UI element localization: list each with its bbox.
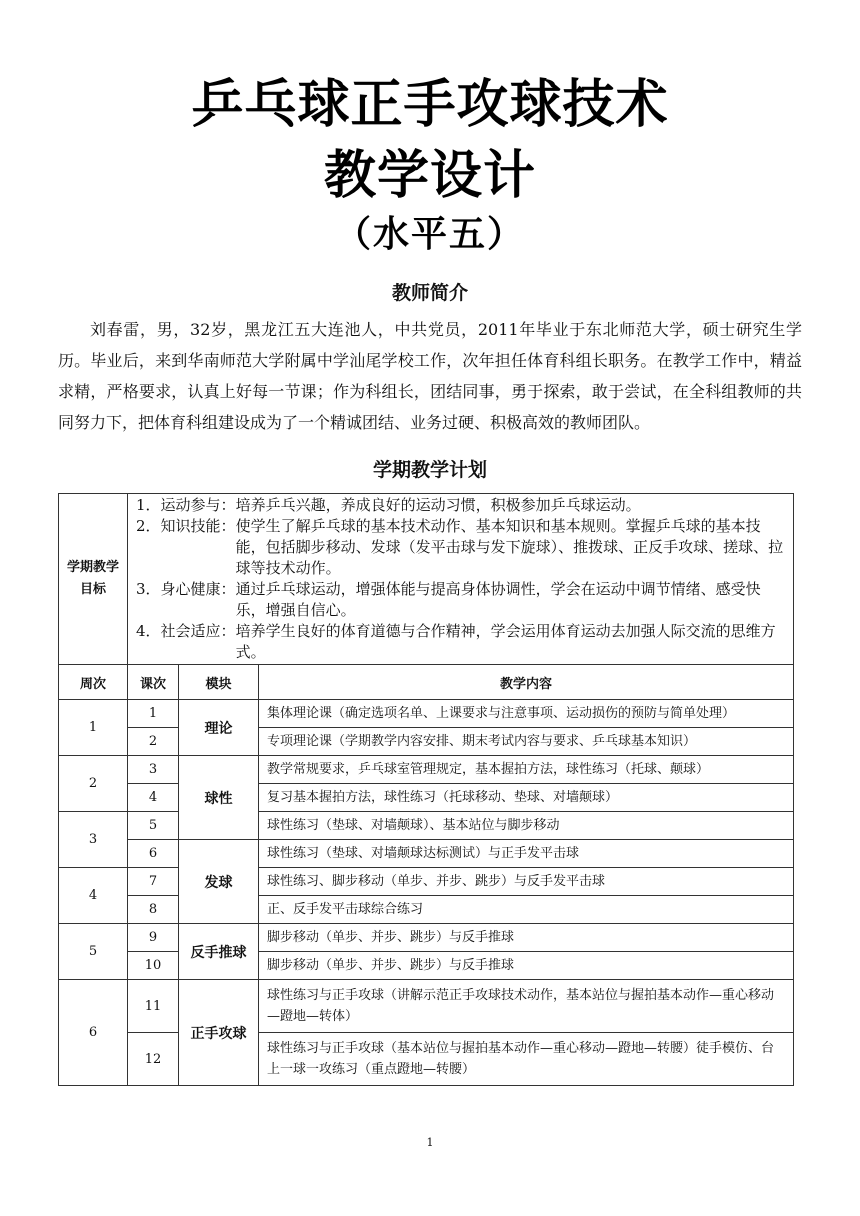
intro-heading: 教师简介 bbox=[391, 282, 468, 304]
lesson-content: 正、反手发平击球综合练习 bbox=[259, 896, 794, 924]
goal-label-text: 运动参与： bbox=[160, 496, 236, 514]
col-header-week: 周次 bbox=[59, 665, 128, 700]
lesson-no: 1 bbox=[128, 700, 179, 728]
goal-item bbox=[136, 579, 787, 621]
goal-text: 培养学生良好的体育道德与合作精神，学会运用体育运动去加强人际交流的思维方式。 bbox=[235, 622, 776, 661]
doc-title-line2: 教学设计 bbox=[323, 146, 536, 206]
goal-item bbox=[136, 495, 787, 516]
lesson-no: 4 bbox=[128, 784, 179, 812]
table-row bbox=[59, 812, 794, 840]
goal-label: 学期教学目标 bbox=[59, 494, 128, 665]
goal-label-text: 社会适应： bbox=[160, 622, 236, 640]
goal-num: 2． bbox=[136, 517, 161, 535]
goals-row bbox=[59, 494, 794, 665]
goal-num: 4． bbox=[136, 622, 161, 640]
module-cell: 发球 bbox=[179, 840, 259, 924]
table-row bbox=[59, 840, 794, 868]
table-row bbox=[59, 896, 794, 924]
lesson-content: 球性练习与正手攻球（基本站位与握拍基本动作—重心移动—蹬地—转腰）徒手模仿、台上一球一攻练习（重点蹬地—转腰） bbox=[259, 1033, 794, 1086]
semester-plan-table bbox=[58, 493, 794, 1086]
lesson-no: 10 bbox=[128, 952, 179, 980]
table-row bbox=[59, 1033, 794, 1086]
goals-cell bbox=[128, 494, 794, 665]
table-row bbox=[59, 952, 794, 980]
table-row bbox=[59, 924, 794, 952]
module-cell: 反手推球 bbox=[179, 924, 259, 980]
lesson-no: 8 bbox=[128, 896, 179, 924]
week-cell: 6 bbox=[59, 980, 128, 1086]
table-row bbox=[59, 784, 794, 812]
table-row bbox=[59, 868, 794, 896]
module-cell: 理论 bbox=[179, 700, 259, 756]
module-cell: 正手攻球 bbox=[179, 980, 259, 1086]
table-row bbox=[59, 756, 794, 784]
week-cell: 2 bbox=[59, 756, 128, 812]
week-cell: 3 bbox=[59, 812, 128, 868]
goal-text: 通过乒乓球运动，增强体能与提高身体协调性，学会在运动中调节情绪、感受快乐，增强自信心。 bbox=[235, 580, 761, 619]
doc-title-line1: 乒乓球正手攻球技术 bbox=[191, 75, 669, 135]
lesson-content: 球性练习（垫球、对墙颠球）、基本站位与脚步移动 bbox=[259, 812, 794, 840]
page-number: 1 bbox=[426, 1136, 434, 1149]
plan-heading: 学期教学计划 bbox=[372, 459, 487, 481]
lesson-no: 2 bbox=[128, 728, 179, 756]
table-row bbox=[59, 980, 794, 1033]
goal-item bbox=[136, 516, 787, 579]
intro-paragraph: 刘春雷，男，32岁，黑龙江五大连池人，中共党员，2011年毕业于东北师范大学，硕士研究生学历。毕业后，来到华南师范大学附属中学汕尾学校工作，次年担任体育科组长职务。在教学工作中，精益求精，严格要求，认真上好每一节课；作为科组长，团结同事，勇于探索，敢于尝试，在全科组教师的共同努力下，把体育科组建设成为了一个精诚团结、业务过硬、积极高效的教师团队。 bbox=[58, 320, 802, 432]
lesson-no: 9 bbox=[128, 924, 179, 952]
goal-label-text: 知识技能： bbox=[160, 517, 236, 535]
lesson-content: 集体理论课（确定选项名单、上课要求与注意事项、运动损伤的预防与简单处理） bbox=[259, 700, 794, 728]
doc-subtitle-level: （水平五） bbox=[334, 214, 525, 255]
header-row bbox=[59, 665, 794, 700]
week-cell: 1 bbox=[59, 700, 128, 756]
col-header-content: 教学内容 bbox=[259, 665, 794, 700]
goal-item bbox=[136, 621, 787, 663]
goal-text: 使学生了解乒乓球的基本技术动作、基本知识和基本规则。掌握乒乓球的基本技能，包括脚步移动、发球（发平击球与发下旋球）、推拨球、正反手攻球、搓球、拉球等技术动作。 bbox=[235, 517, 784, 577]
col-header-module: 模块 bbox=[179, 665, 259, 700]
table-row bbox=[59, 700, 794, 728]
lesson-content: 专项理论课（学期教学内容安排、期末考试内容与要求、乒乓球基本知识） bbox=[259, 728, 794, 756]
goal-num: 1． bbox=[136, 496, 161, 514]
lesson-content: 球性练习（垫球、对墙颠球达标测试）与正手发平击球 bbox=[259, 840, 794, 868]
lesson-content: 脚步移动（单步、并步、跳步）与反手推球 bbox=[259, 924, 794, 952]
goal-num: 3． bbox=[136, 580, 161, 598]
lesson-no: 5 bbox=[128, 812, 179, 840]
table-row bbox=[59, 728, 794, 756]
week-cell: 4 bbox=[59, 868, 128, 924]
lesson-content: 复习基本握拍方法，球性练习（托球移动、垫球、对墙颠球） bbox=[259, 784, 794, 812]
lesson-content: 脚步移动（单步、并步、跳步）与反手推球 bbox=[259, 952, 794, 980]
week-cell: 5 bbox=[59, 924, 128, 980]
lesson-no: 11 bbox=[128, 980, 179, 1033]
col-header-lesson: 课次 bbox=[128, 665, 179, 700]
lesson-content: 球性练习与正手攻球（讲解示范正手攻球技术动作，基本站位与握拍基本动作—重心移动—蹬地—转体） bbox=[259, 980, 794, 1033]
lesson-no: 6 bbox=[128, 840, 179, 868]
lesson-content: 教学常规要求，乒乓球室管理规定，基本握拍方法，球性练习（托球、颠球） bbox=[259, 756, 794, 784]
module-cell: 球性 bbox=[179, 756, 259, 840]
lesson-no: 7 bbox=[128, 868, 179, 896]
lesson-content: 球性练习、脚步移动（单步、并步、跳步）与反手发平击球 bbox=[259, 868, 794, 896]
lesson-no: 3 bbox=[128, 756, 179, 784]
goal-label-text: 身心健康： bbox=[160, 580, 236, 598]
goal-text: 培养乒乓兴趣，养成良好的运动习惯，积极参加乒乓球运动。 bbox=[235, 496, 641, 514]
lesson-no: 12 bbox=[128, 1033, 179, 1086]
